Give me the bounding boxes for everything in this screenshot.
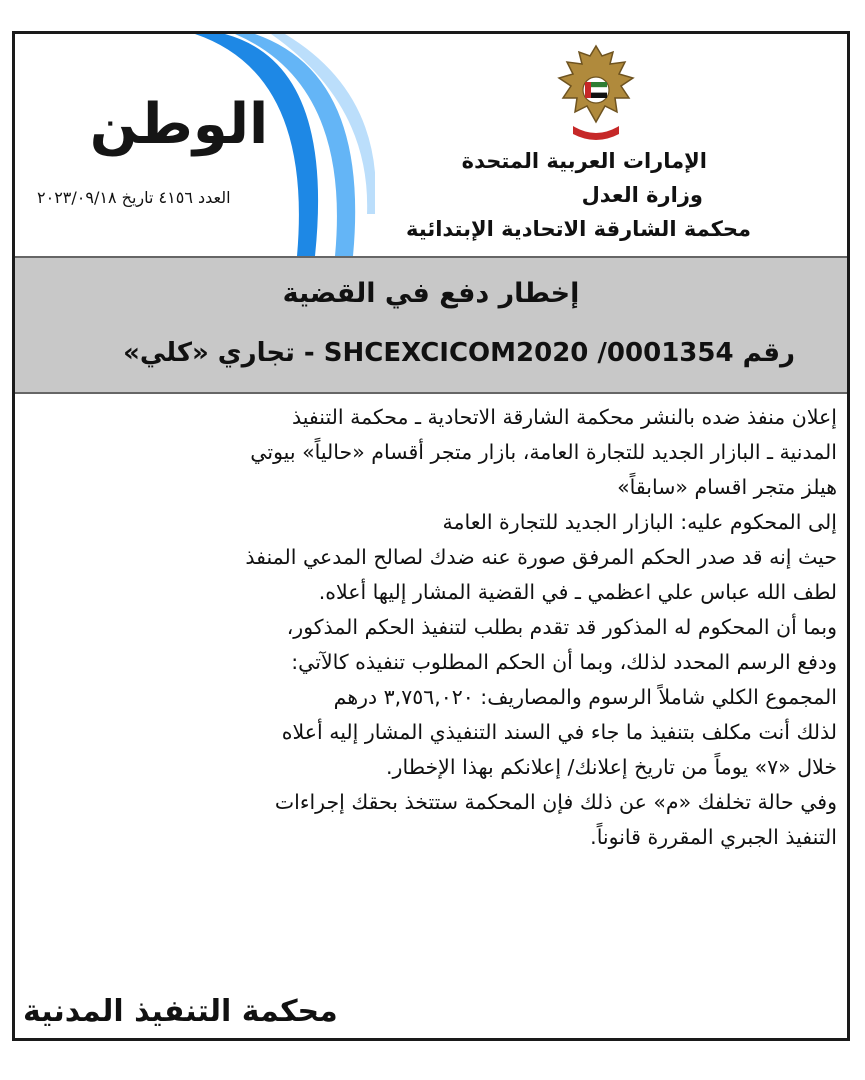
body-line: إعلان منفذ ضده بالنشر محكمة الشارقة الاتحادية ـ محكمة التنفيذ — [291, 405, 837, 429]
body-line: المدنية ـ البازار الجديد للتجارة العامة، بازار متجر أقسام «حالياً» بيوتي — [250, 440, 837, 464]
notice-frame — [12, 31, 850, 1041]
issue-info: العدد ٤١٥٦ تاريخ ٢٠٢٣/٠٩/١٨ — [37, 188, 231, 207]
title-banner — [15, 256, 847, 394]
body-line: خلال «٧» يوماً من تاريخ إعلانك/ إعلانكم بهذا الإخطار. — [386, 755, 837, 779]
notice-body — [21, 400, 837, 855]
body-line: إلى المحكوم عليه: البازار الجديد للتجارة العامة — [442, 510, 837, 534]
court-name: محكمة الشارقة الاتحادية الإبتدائية — [406, 217, 751, 241]
ministry-name: وزارة العدل — [581, 183, 703, 207]
country-name: الإمارات العربية المتحدة — [461, 149, 707, 173]
signature: محكمة التنفيذ المدنية — [23, 994, 338, 1029]
body-line: ودفع الرسم المحدد لذلك، وبما أن الحكم المطلوب تنفيذه كالآتي: — [291, 650, 837, 674]
government-block — [406, 144, 751, 246]
body-line: التنفيذ الجبري المقررة قانوناً. — [590, 825, 837, 849]
body-line: هيلز متجر اقسام «سابقاً» — [617, 475, 837, 499]
newspaper-logo: الوطن — [89, 92, 269, 157]
header — [15, 34, 847, 256]
body-line: لذلك أنت مكلف بتنفيذ ما جاء في السند التنفيذي المشار إليه أعلاه — [281, 720, 837, 744]
body-line: المجموع الكلي شاملاً الرسوم والمصاريف: ٣,٧٥٦,٠٢٠ درهم — [333, 685, 837, 709]
body-line: حيث إنه قد صدر الحكم المرفق صورة عنه ضدك لصالح المدعي المنفذ — [245, 545, 837, 569]
notice-title: إخطار دفع في القضية — [282, 278, 580, 309]
uae-emblem-icon — [555, 42, 637, 142]
body-line: لطف الله عباس علي اعظمي ـ في القضية المشار إليها أعلاه. — [318, 580, 837, 604]
body-line: وبما أن المحكوم له المذكور قد تقدم بطلب لتنفيذ الحكم المذكور، — [286, 615, 837, 639]
body-line: وفي حالة تخلفك «م» عن ذلك فإن المحكمة ستتخذ بحقك إجراءات — [274, 790, 837, 814]
case-number: رقم SHCEXCICOM2020 /0001354 - تجاري «كلي» — [123, 338, 795, 368]
